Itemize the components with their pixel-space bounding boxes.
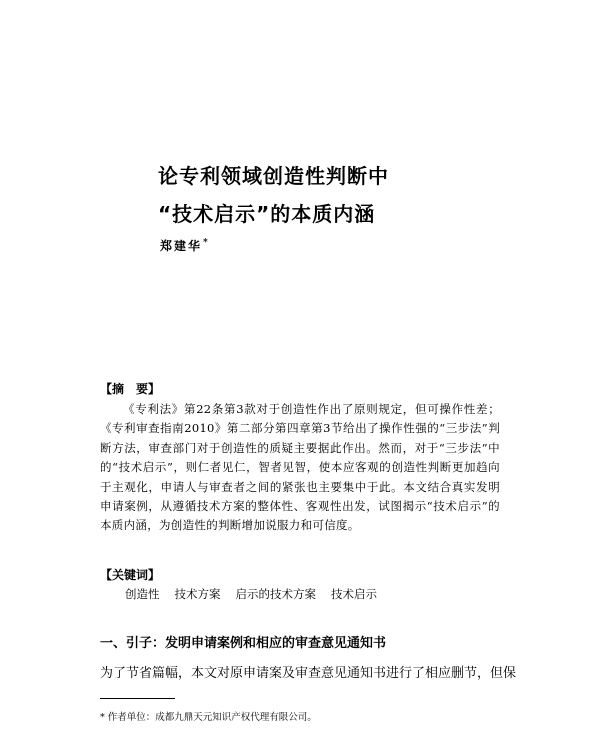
keywords-list xyxy=(125,586,377,602)
footnote: * 作者单位：成都九鼎天元知识产权代理有限公司。 xyxy=(100,712,317,723)
abstract-label: 【摘 要】 xyxy=(100,382,161,396)
author-name: 郑建华 xyxy=(160,239,203,253)
author-footnote-mark: * xyxy=(203,238,210,248)
keywords-label: 【关键词】 xyxy=(100,568,161,582)
paper-title-line-2: “技术启示”的本质内涵 xyxy=(158,202,376,226)
keyword-item: 技术方案 xyxy=(174,587,221,601)
keyword-item: 创造性 xyxy=(125,587,160,601)
section-heading: 一、引子：发明申请案例和相应的审查意见通知书 xyxy=(100,636,387,651)
footnote-divider xyxy=(100,698,175,699)
body-paragraph: 为了节省篇幅，本文对原申请案及审查意见通知书进行了相应删节，但保 xyxy=(100,666,517,681)
keyword-item: 技术启示 xyxy=(331,587,377,601)
paper-title-line-1: 论专利领域创造性判断中 xyxy=(158,164,389,188)
author xyxy=(160,237,210,254)
keyword-item: 启示的技术方案 xyxy=(235,587,316,601)
abstract-text: 《专利法》第22条第3款对于创造性作出了原则规定，但可操作性差；《专利审查指南2010》第二部分第四章第3节给出了操作性强的“三步法”判断方法，审查部门对于创造性的质疑主要据此作出。然而，对于“三步法”中的“技术启示”，则仁者见仁，智者见智，使本应客观的创造性判断更加趋向于主观化，申请人与审查者之间的紧张也主要集中于此。本文结合真实发明申请案例，从遵循技术方案的整体性、客观性出发，试图揭示“技术启示”的本质内涵，为创造性的判断增加说服力和可信度。 xyxy=(100,402,500,533)
